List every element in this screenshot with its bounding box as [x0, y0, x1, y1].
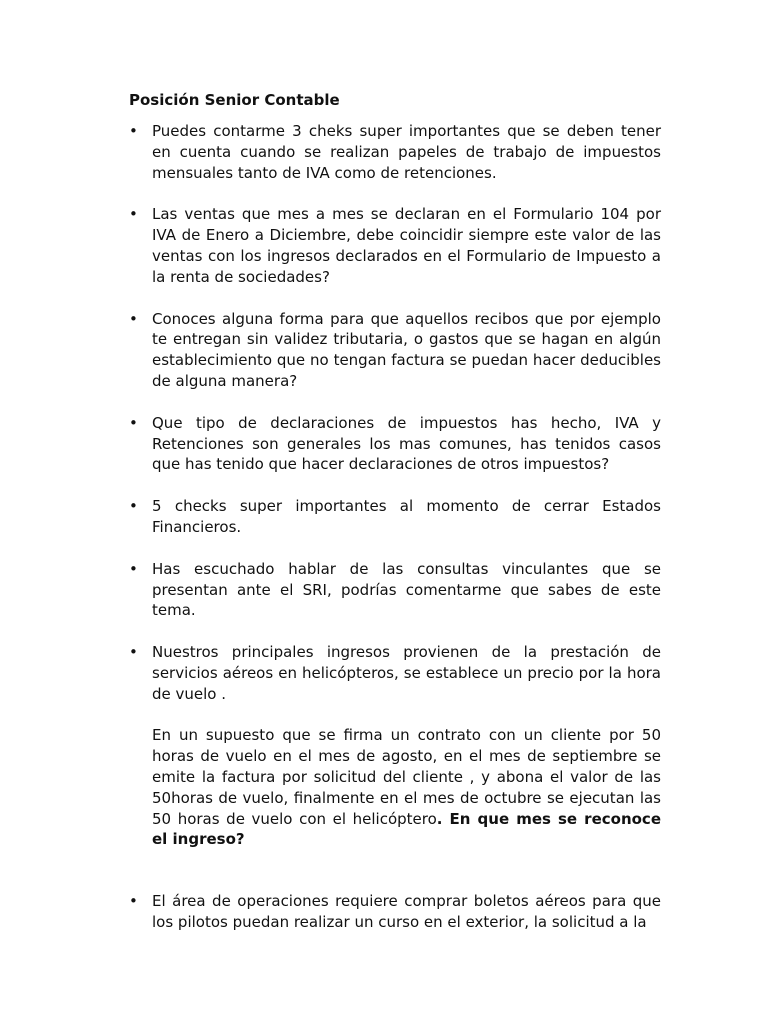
question-list: [129, 121, 661, 954]
list-item-subparagraph: [152, 725, 661, 850]
bullet-icon: •: [129, 559, 138, 578]
bullet-icon: •: [129, 497, 138, 516]
list-item-text: Nuestros principales ingresos provienen de la prestación de servicios aéreos en helicópteros, se establece un precio por la hora de vuelo .: [152, 643, 661, 703]
list-item: [129, 309, 661, 392]
list-item: [129, 642, 661, 850]
list-item-text: Las ventas que mes a mes se declaran en el Formulario 104 por IVA de Enero a Diciembre, debe coincidir siempre este valor de las ventas con los ingresos declarados en el Formulario de Impuesto a la renta de sociedades?: [152, 205, 661, 286]
list-item-text: 5 checks super importantes al momento de cerrar Estados Financieros.: [152, 497, 661, 536]
list-item-text: Que tipo de declaraciones de impuestos has hecho, IVA y Retenciones son generales los mas comunes, has tenidos casos que has tenido que hacer declaraciones de otros impuestos?: [152, 413, 661, 474]
bullet-icon: •: [129, 892, 138, 911]
bullet-icon: •: [129, 122, 138, 140]
list-item: [129, 413, 661, 475]
subparagraph-question: . En que mes se reconoce el ingreso?: [152, 809, 661, 849]
bullet-icon: •: [129, 643, 138, 662]
list-item-text: El área de operaciones requiere comprar boletos aéreos para que los pilotos puedan realizar un curso en el exterior, la solicitud a la: [152, 892, 661, 931]
subparagraph-text: En un supuesto que se firma un contrato con un cliente por 50 horas de vuelo en el mes de agosto, en el mes de septiembre se emite la factura por solicitud del cliente , y abona el valor de las 50horas de vuelo, finalmente en el mes de octubre se ejecutan las 50 horas de vuelo con el helicóptero: [152, 726, 661, 828]
bullet-icon: •: [129, 205, 138, 224]
bullet-icon: •: [129, 413, 138, 432]
list-item: [129, 496, 661, 538]
document-title: Posición Senior Contable: [129, 91, 340, 109]
bullet-icon: •: [129, 309, 138, 328]
list-item: [129, 204, 661, 287]
list-item: [129, 559, 661, 621]
list-item-text: Has escuchado hablar de las consultas vinculantes que se presentan ante el SRI, podrías comentarme que sabes de este tema.: [152, 559, 661, 620]
list-item: [129, 121, 661, 183]
list-item-text: Puedes contarme 3 cheks super importantes que se deben tener en cuenta cuando se realizan papeles de trabajo de impuestos mensuales tanto de IVA como de retenciones.: [152, 122, 661, 182]
list-item-text: Conoces alguna forma para que aquellos recibos que por ejemplo te entregan sin validez tributaria, o gastos que se hagan en algún establecimiento que no tengan factura se puedan hacer deducibles de alguna manera?: [152, 309, 661, 390]
list-item: [129, 891, 661, 933]
